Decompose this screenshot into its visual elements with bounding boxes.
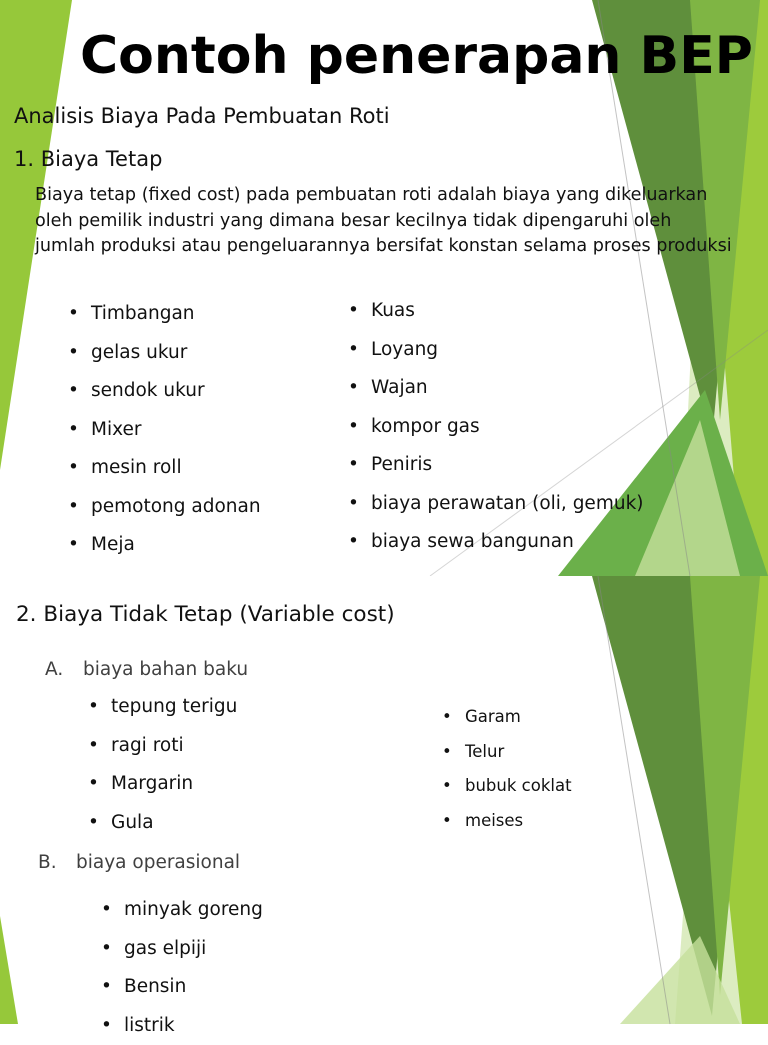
list-item: • Bensin [99,968,263,1007]
list-item: • gelas ukur [66,334,261,373]
list-item: • sendok ukur [66,372,261,411]
raw-materials-list-right [440,700,572,838]
fixed-cost-list-right [346,292,644,562]
sub-heading-label: biaya operasional [76,852,240,873]
list-item: • bubuk coklat [440,769,572,804]
list-item: • Timbangan [66,295,261,334]
list-item: • Peniris [346,446,644,485]
slide-title: Contoh penerapan BEP [80,26,753,86]
list-item: • biaya perawatan (oli, gemuk) [346,485,644,524]
list-item: • gas elpiji [99,930,263,969]
list-item: • ragi roti [86,727,237,766]
slide-subtitle: Analisis Biaya Pada Pembuatan Roti [14,102,390,130]
raw-materials-list-left [86,688,237,842]
list-item: • Loyang [346,331,644,370]
slide-variable-cost [0,576,768,1024]
list-item: • kompor gas [346,408,644,447]
left-green-wedge [0,916,18,1024]
list-item: • Wajan [346,369,644,408]
list-item: • Margarin [86,765,237,804]
list-item: • listrik [99,1007,263,1045]
sub-heading-operational [38,851,240,875]
list-item: • Kuas [346,292,644,331]
list-item: • Gula [86,804,237,843]
list-item: • meises [440,804,572,839]
list-item: • Mixer [66,411,261,450]
fixed-cost-description: Biaya tetap (fixed cost) pada pembuatan roti adalah biaya yang dikeluarkan oleh pemilik industri yang dimana besar kecilnya tidak dipengaruhi oleh jumlah produksi atau pengeluarannya bersifat konstan selama proses produksi [35,183,735,260]
list-item: • mesin roll [66,449,261,488]
sub-heading-letter: B. [38,851,76,875]
section-heading-variable-cost: 2. Biaya Tidak Tetap (Variable cost) [16,601,395,629]
section-heading-fixed-cost: 1. Biaya Tetap [14,145,162,173]
list-item: • pemotong adonan [66,488,261,527]
sub-heading-label: biaya bahan baku [83,659,248,680]
list-item: • Telur [440,735,572,770]
sub-heading-raw-materials [45,658,248,682]
operational-cost-list [99,891,263,1045]
list-item: • Meja [66,526,261,565]
fixed-cost-list-left [66,295,261,565]
list-item: • tepung terigu [86,688,237,727]
list-item: • Garam [440,700,572,735]
sub-heading-letter: A. [45,658,83,682]
list-item: • biaya sewa bangunan [346,523,644,562]
list-item: • minyak goreng [99,891,263,930]
